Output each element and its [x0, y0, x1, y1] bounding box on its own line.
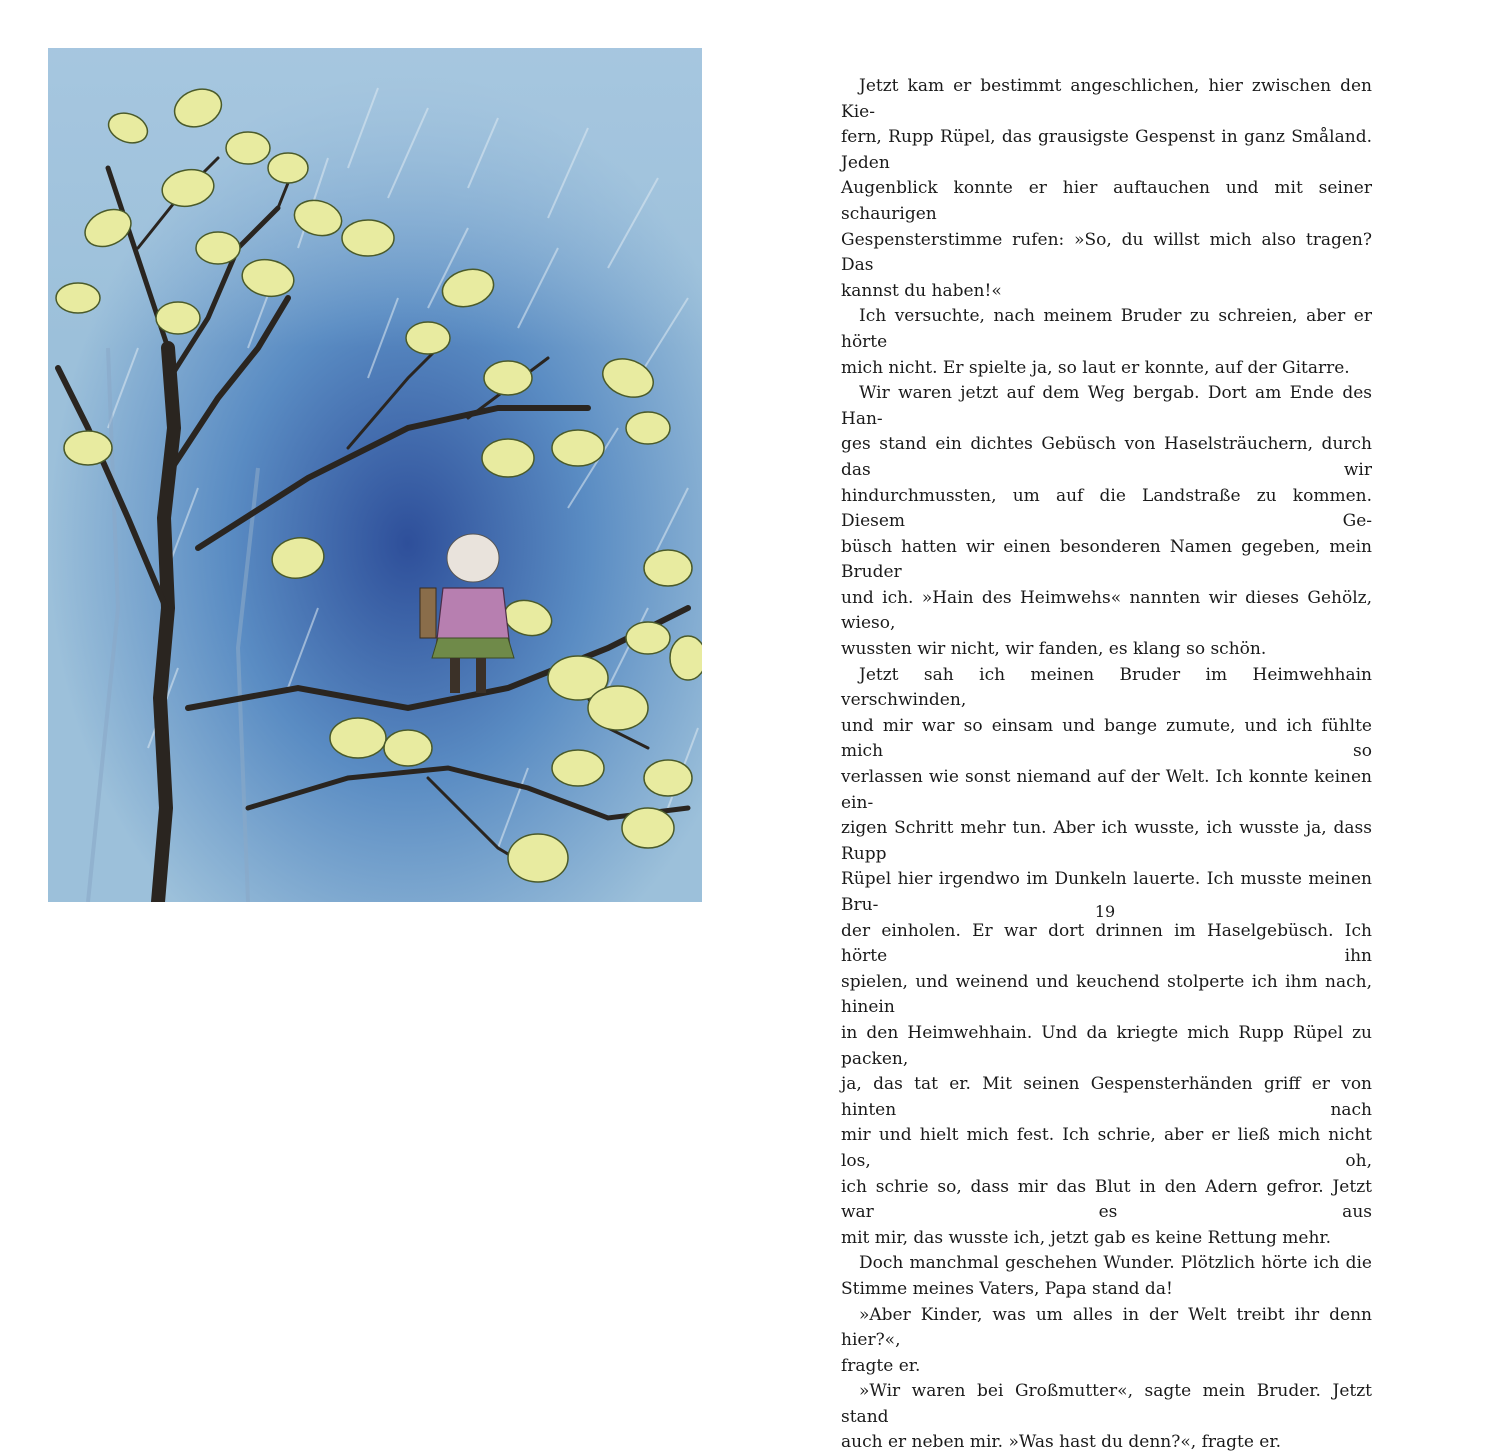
paragraph [841, 1303, 1372, 1380]
text-line: in den Heimwehhain. Und da kriegte mich Rupp Rüpel zu packen, [841, 1022, 1372, 1069]
text-line: mich nicht. Er spielte ja, so laut er konnte, auf der Gitarre. [841, 357, 1350, 378]
text-line: mit mir, das wusste ich, jetzt gab es keine Rettung mehr. [841, 1227, 1332, 1248]
text-line: ges stand ein dichtes Gebüsch von Haselsträuchern, durch das wir [841, 434, 1372, 480]
paragraph [841, 74, 1372, 304]
page-number: 19 [1094, 902, 1116, 921]
body-text [841, 74, 1372, 1456]
paragraph [841, 663, 1372, 1252]
forest-illustration [48, 48, 702, 902]
text-line: »Wir waren bei Großmutter«, sagte mein Bruder. Jetzt stand [841, 1381, 1372, 1427]
text-line: büsch hatten wir einen besonderen Namen gegeben, mein Bruder [841, 536, 1372, 583]
text-line: wussten wir nicht, wir fanden, es klang so schön. [841, 639, 1267, 660]
text-line: Rüpel hier irgendwo im Dunkeln lauerte. Ich musste meinen Bru- [841, 869, 1372, 915]
child-leg-right [476, 658, 486, 693]
text-line: fragte er. [841, 1355, 921, 1376]
text-line: Jetzt kam er bestimmt angeschlichen, hier zwischen den Kie- [841, 76, 1372, 122]
text-line: hindurchmussten, um auf die Landstraße zu kommen. Diesem Ge- [841, 485, 1372, 532]
child-skirt [432, 638, 514, 658]
text-line: Stimme meines Vaters, Papa stand da! [841, 1278, 1173, 1299]
text-line: Jetzt sah ich meinen Bruder im Heimwehhain verschwinden, [841, 664, 1372, 711]
text-line: zigen Schritt mehr tun. Aber ich wusste, ich wusste ja, dass Rupp [841, 818, 1372, 864]
text-line: spielen, und weinend und keuchend stolperte ich ihm nach, hinein [841, 971, 1372, 1018]
paragraph [841, 1379, 1372, 1456]
text-line: Doch manchmal geschehen Wunder. Plötzlich hörte ich die [859, 1253, 1372, 1274]
child-backpack [420, 588, 436, 638]
text-line: »Aber Kinder, was um alles in der Welt treibt ihr denn hier?«, [841, 1304, 1372, 1351]
text-line: verlassen wie sonst niemand auf der Welt. Ich konnte keinen ein- [841, 767, 1372, 813]
text-line: und ich. »Hain des Heimwehs« nannten wir dieses Gehölz, wieso, [841, 587, 1372, 634]
text-line: Wir waren jetzt auf dem Weg bergab. Dort am Ende des Han- [841, 383, 1372, 429]
child-hair [447, 534, 499, 582]
text-line: auch er neben mir. »Was hast du denn?«, fragte er. [841, 1432, 1282, 1453]
text-line: Augenblick konnte er hier auftauchen und mit seiner schaurigen [841, 178, 1372, 224]
paragraph [841, 381, 1372, 663]
child-leg-left [450, 658, 460, 693]
paragraph [841, 1251, 1372, 1302]
paragraph [841, 304, 1372, 381]
text-line: ich schrie so, dass mir das Blut in den Adern gefror. Jetzt war es aus [841, 1176, 1372, 1223]
text-line: Gespensterstimme rufen: »So, du willst mich also tragen? Das [841, 229, 1372, 276]
text-line: fern, Rupp Rüpel, das grausigste Gespenst in ganz Småland. Jeden [841, 127, 1372, 173]
text-line: Ich versuchte, nach meinem Bruder zu schreien, aber er hörte [841, 306, 1372, 352]
text-line: kannst du haben!« [841, 280, 1002, 301]
illustration-panel [48, 48, 702, 902]
text-line: ja, das tat er. Mit seinen Gespensterhänden griff er von hinten nach [841, 1074, 1372, 1120]
text-line: der einholen. Er war dort drinnen im Haselgebüsch. Ich hörte ihn [841, 920, 1372, 967]
text-line: mir und hielt mich fest. Ich schrie, aber er ließ mich nicht los, oh, [841, 1125, 1372, 1171]
text-line: und mir war so einsam und bange zumute, und ich fühlte mich so [841, 715, 1372, 762]
